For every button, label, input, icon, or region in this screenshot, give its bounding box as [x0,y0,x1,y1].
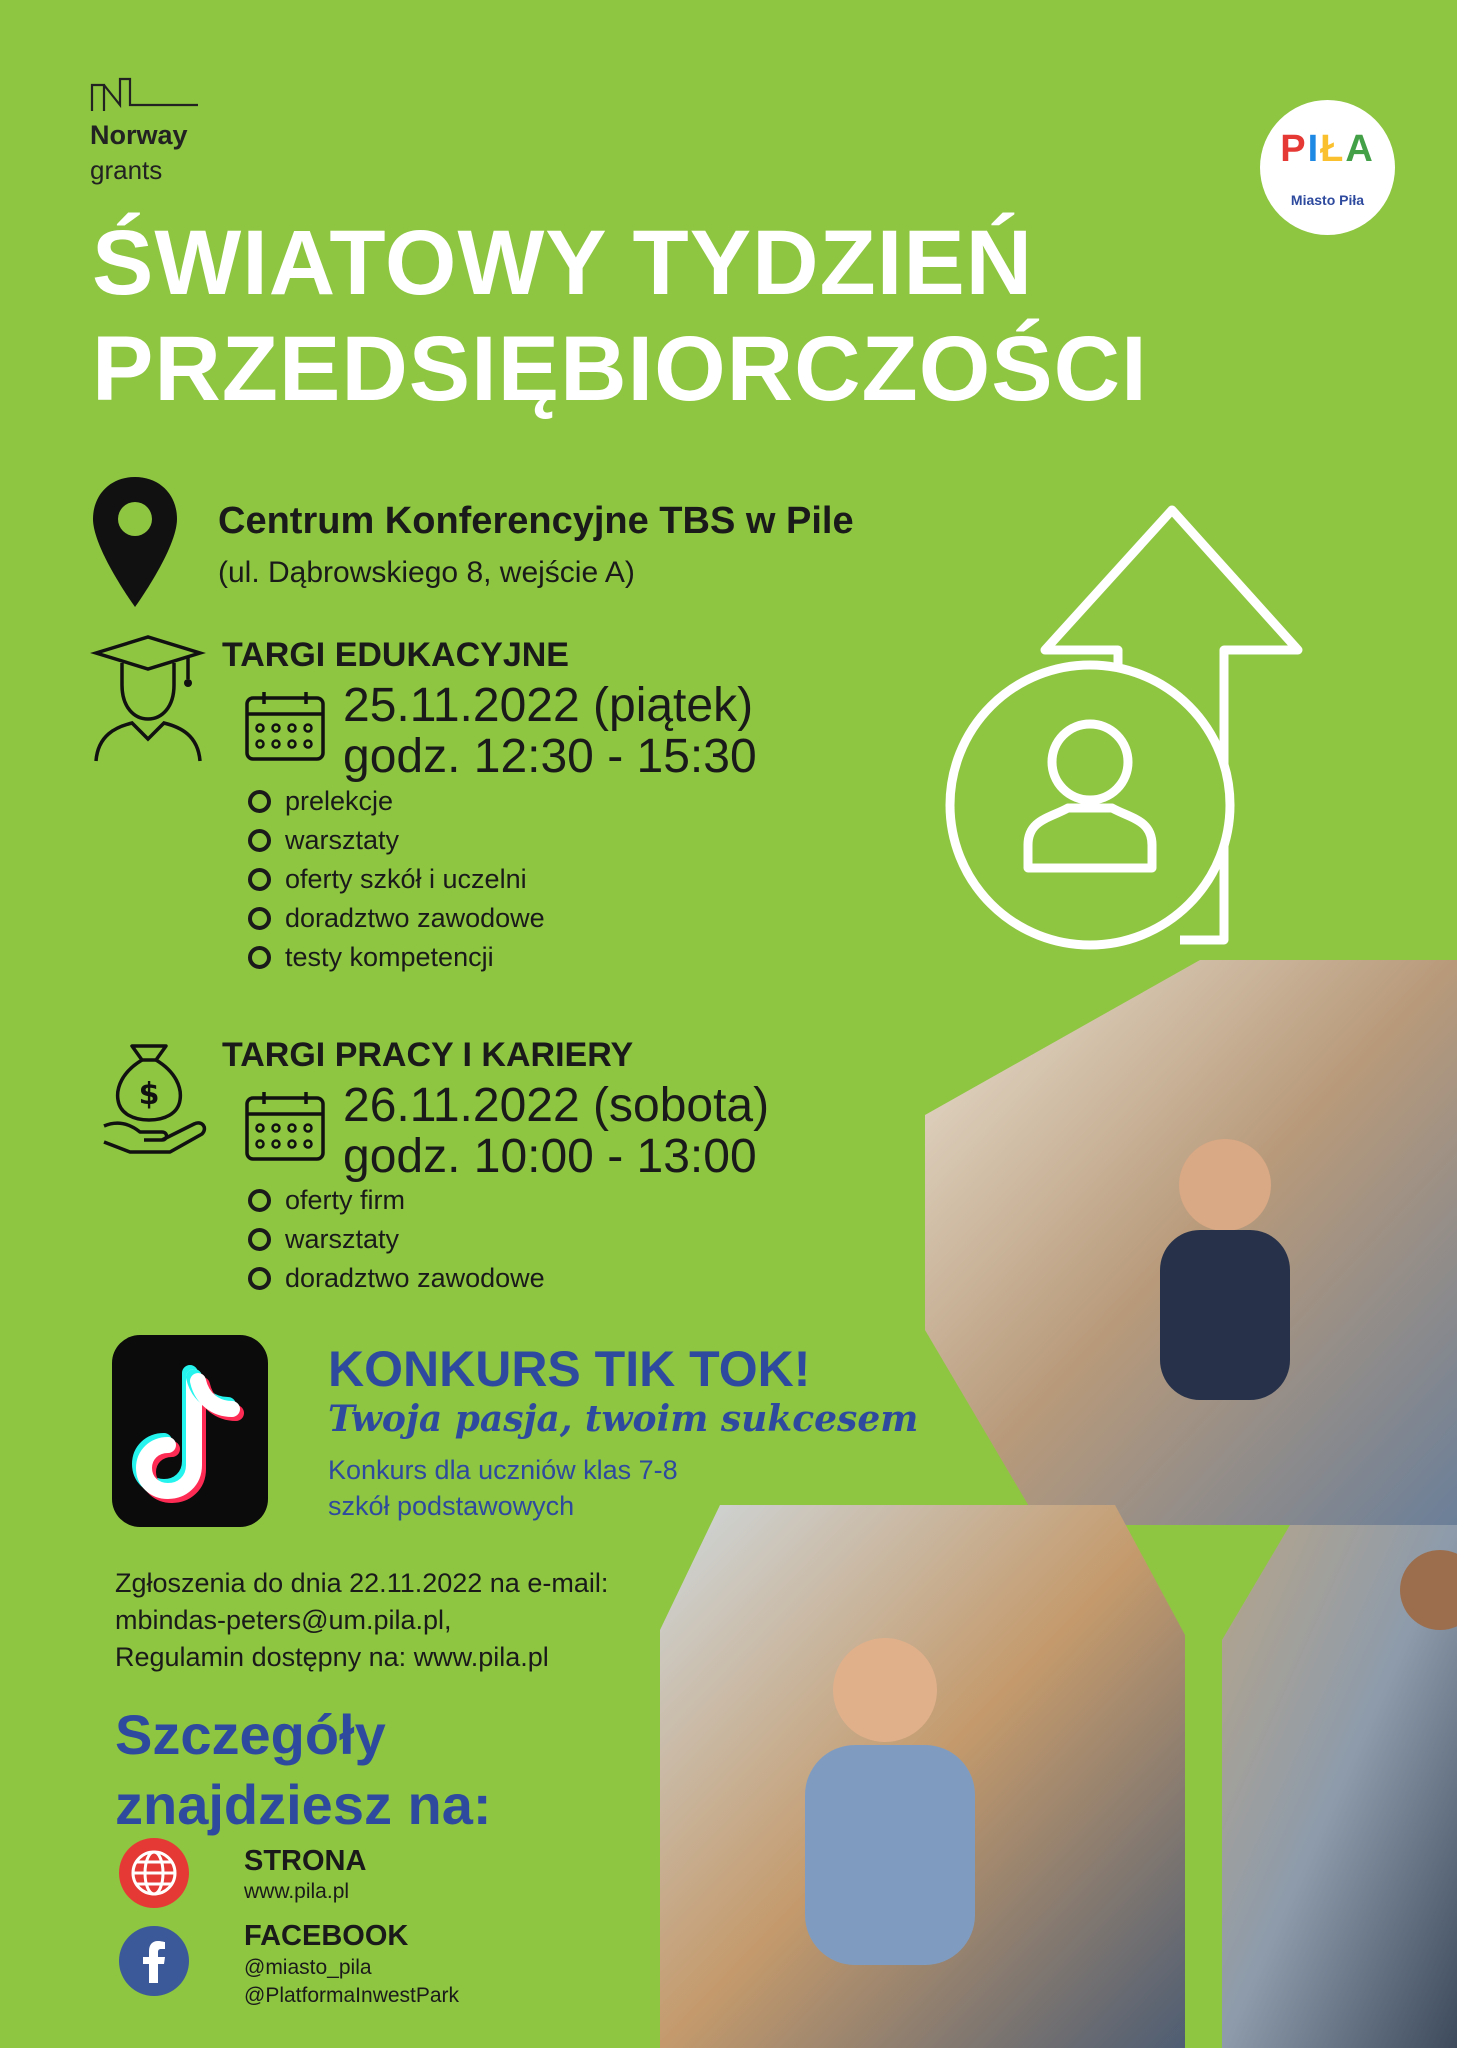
norway-grants-sub: grants [90,155,163,185]
job-fair-time: godz. 10:00 - 13:00 [343,1130,757,1183]
bullet-icon [248,946,271,969]
globe-icon [118,1837,190,1909]
bullet-icon [248,868,271,891]
facebook-icon [118,1925,190,1997]
job-fair-title: TARGI PRACY I KARIERY [222,1036,634,1074]
page-title [92,210,1292,422]
tiktok-contest-description: Konkurs dla uczniów klas 7-8 szkół podstawowych [328,1455,678,1521]
location-pin-icon [90,475,180,610]
calendar-icon [244,1090,326,1162]
pila-logo-caption: Miasto Piła [1290,192,1365,208]
list-item: oferty firm [248,1181,545,1220]
list-item: prelekcje [248,782,545,821]
list-item: warsztaty [248,821,545,860]
title-line-2: PRZEDSIĘBIORCZOŚCI [92,318,1148,420]
list-item: testy kompetencji [248,938,545,977]
bullet-icon [248,790,271,813]
norway-grants-name: Norway [90,120,188,150]
student-body [805,1745,975,1965]
career-growth-icon [940,500,1310,950]
bullet-icon [248,1267,271,1290]
bullet-icon [248,907,271,930]
facebook-handle-1: @miasto_pila [244,1956,372,1979]
list-item: oferty szkół i uczelni [248,860,545,899]
bullet-icon [248,1189,271,1212]
facebook-handle-2: @PlatformaInwestPark [244,1984,460,2007]
education-fair-date: 25.11.2022 (piątek) [343,679,754,732]
details-heading: Szczegóły znajdziesz na: [115,1703,492,1836]
bullet-icon [248,1228,271,1251]
registration-email: mbindas-peters@um.pila.pl, [115,1605,452,1635]
tiktok-contest-motto: Twoja pasja, twoim sukcesem [328,1398,919,1440]
education-fair-list [248,782,545,977]
registration-info: Zgłoszenia do dnia 22.11.2022 na e-mail: mbindas-peters@um.pila.pl, Regulamin dostępny na: www.pila.pl [115,1565,675,1676]
list-item: doradztwo zawodowe [248,899,545,938]
venue-address: (ul. Dąbrowskiego 8, wejście A) [218,556,635,589]
title-line-1: ŚWIATOWY TYDZIEŃ [92,212,1034,314]
tiktok-icon [112,1335,268,1527]
education-fair-time: godz. 12:30 - 15:30 [343,730,757,783]
student-head [1179,1139,1271,1231]
venue-name: Centrum Konferencyjne TBS w Pile [218,500,854,542]
norway-grants-logo-icon [90,75,200,115]
list-item: doradztwo zawodowe [248,1259,545,1298]
money-bag-hand-icon [100,1040,215,1155]
student-head [833,1638,937,1742]
svg-text:$: $ [138,1077,160,1112]
website-label: STRONA [244,1845,367,1877]
graduate-icon [88,635,208,765]
student-body [1160,1230,1290,1400]
facebook-label: FACEBOOK [244,1920,409,1952]
calendar-icon [244,690,326,762]
job-fair-date: 26.11.2022 (sobota) [343,1079,770,1132]
job-fair-list [248,1181,545,1298]
pila-logo-word: PIŁA [1280,128,1375,170]
bullet-icon [248,829,271,852]
list-item: warsztaty [248,1220,545,1259]
tiktok-contest-title: KONKURS TIK TOK! [328,1341,811,1397]
website-url: www.pila.pl [244,1880,350,1903]
education-fair-title: TARGI EDUKACYJNE [222,636,569,674]
